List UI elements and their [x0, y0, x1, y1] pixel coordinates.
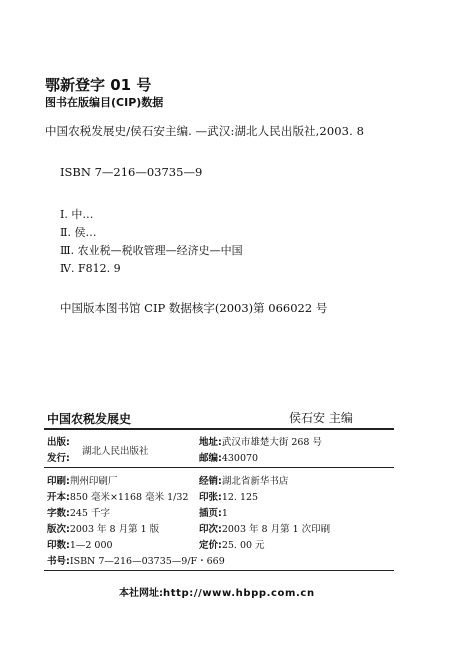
edition: 2003 年 8 月第 1 版	[69, 524, 160, 535]
book-number: ISBN 7—216—03735—9/F・669	[69, 556, 225, 567]
author: 侯石安 主编	[289, 411, 353, 425]
impression-row	[199, 521, 330, 535]
distribute-label-row	[47, 450, 70, 464]
cip-heading: 图书在版编目(CIP)数据	[45, 96, 164, 109]
printer-row	[47, 473, 117, 487]
format-row	[47, 489, 188, 503]
printer-label: 印刷:	[47, 476, 70, 487]
postcode: 430070	[221, 453, 259, 464]
divider	[44, 467, 394, 468]
format: 850 毫米×1168 毫米 1/32	[69, 492, 189, 503]
distributor-row	[199, 473, 288, 487]
price-row	[199, 537, 265, 551]
subject-heading: Ⅲ. 农业税—税收管理—经济史—中国	[60, 244, 243, 257]
registration-number: 鄂新登字 01 号	[45, 76, 152, 94]
distribute-label: 发行:	[47, 453, 70, 464]
subject-heading: Ⅰ. 中…	[60, 208, 94, 221]
postcode-row	[199, 450, 258, 464]
plates-label: 插页:	[199, 508, 222, 519]
cip-record: 中国农税发展史/侯石安主编. —武汉:湖北人民出版社,2003. 8	[45, 124, 365, 138]
divider	[44, 570, 394, 571]
website-label: 本社网址:	[119, 588, 163, 599]
cip-number: 中国版本图书馆 CIP 数据核字(2003)第 066022 号	[60, 301, 328, 315]
book-no-label: 书号:	[47, 556, 70, 567]
subject-heading: Ⅱ. 侯…	[60, 226, 97, 239]
words-label: 字数:	[47, 508, 70, 519]
edition-row	[47, 521, 159, 535]
sheets: 12. 125	[221, 492, 259, 503]
publisher: 湖北人民出版社	[82, 446, 149, 457]
words: 245 千字	[69, 508, 110, 519]
publish-label-row	[47, 434, 70, 448]
distributor: 湖北省新华书店	[221, 476, 289, 487]
impression: 2003 年 8 月第 1 次印刷	[221, 524, 331, 535]
words-row	[47, 505, 110, 519]
print-run-label: 印数:	[47, 540, 70, 551]
format-label: 开本:	[47, 492, 70, 503]
sheets-row	[199, 489, 258, 503]
subject-heading: Ⅳ. F812. 9	[60, 262, 121, 275]
print-run-row	[47, 537, 113, 551]
book-title: 中国农税发展史	[47, 412, 132, 426]
address-label: 地址:	[199, 437, 222, 448]
price-label: 定价:	[199, 540, 222, 551]
sheets-label: 印张:	[199, 492, 222, 503]
plates-row	[199, 505, 228, 519]
address-row	[199, 434, 322, 448]
isbn: ISBN 7—216—03735—9	[60, 165, 203, 179]
print-run: 1—2 000	[69, 540, 113, 551]
impression-label: 印次:	[199, 524, 222, 535]
edition-label: 版次:	[47, 524, 70, 535]
book-no-row	[47, 553, 225, 567]
distributor-label: 经销:	[199, 476, 222, 487]
website-url: http://www.hbpp.com.cn	[163, 588, 315, 599]
postcode-label: 邮编:	[199, 453, 222, 464]
publish-label: 出版:	[47, 437, 70, 448]
plates: 1	[221, 508, 228, 519]
printer: 荆州印刷厂	[69, 476, 118, 487]
address: 武汉市雄楚大街 268 号	[221, 437, 322, 448]
publisher-row	[82, 443, 149, 457]
divider	[44, 428, 394, 430]
price: 25. 00 元	[221, 540, 265, 551]
website-row	[119, 584, 315, 599]
